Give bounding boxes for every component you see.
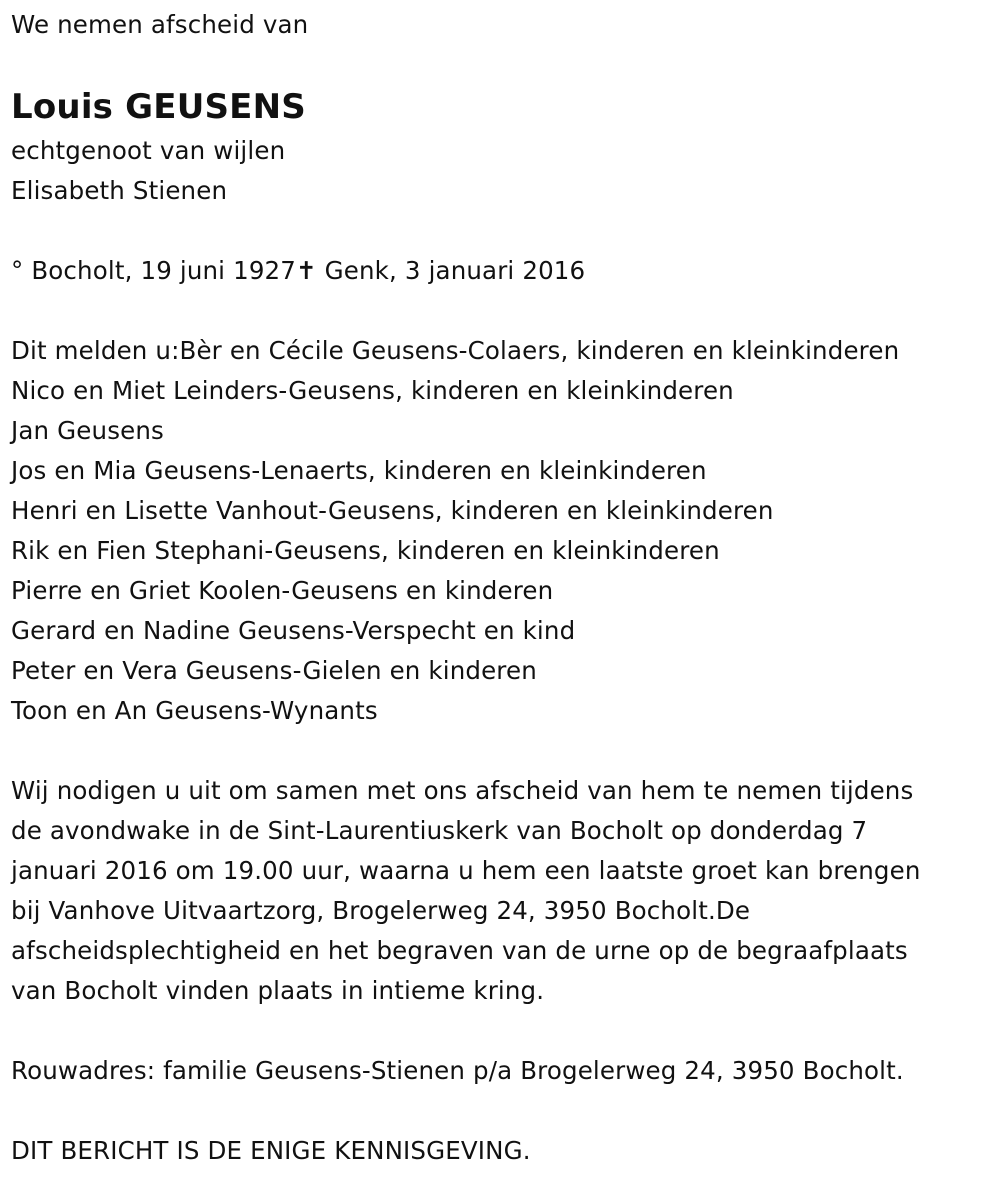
- announcer-line: Nico en Miet Leinders-Geusens, kinderen en kleinkinderen: [11, 376, 734, 405]
- announcer-line: Toon en An Geusens-Wynants: [11, 696, 378, 725]
- spacer: [11, 1011, 991, 1051]
- intro-text: We nemen afscheid van: [11, 10, 309, 39]
- spacer: [11, 211, 991, 251]
- announcer-line: Jos en Mia Geusens-Lenaerts, kinderen en kleinkinderen: [11, 456, 707, 485]
- relation-line-1: echtgenoot van wijlen: [11, 136, 286, 165]
- deceased-name: Louis GEUSENS: [11, 87, 306, 127]
- invitation-line: de avondwake in de Sint-Laurentiuskerk van Bocholt op donderdag 7: [11, 816, 868, 845]
- invitation-paragraph: [11, 771, 991, 1011]
- mourning-address: Rouwadres: familie Geusens-Stienen p/a Brogelerweg 24, 3950 Bocholt.: [11, 1056, 904, 1085]
- announcer-line: Henri en Lisette Vanhout-Geusens, kinderen en kleinkinderen: [11, 496, 774, 525]
- obituary-notice: [11, 5, 991, 1171]
- birth-death-dates: ° Bocholt, 19 juni 1927✝ Genk, 3 januari 2016: [11, 256, 586, 285]
- spacer: [11, 731, 991, 771]
- announcer-line: Gerard en Nadine Geusens-Verspecht en kind: [11, 616, 576, 645]
- invitation-line: Wij nodigen u uit om samen met ons afscheid van hem te nemen tijdens: [11, 776, 914, 805]
- invitation-line: bij Vanhove Uitvaartzorg, Brogelerweg 24, 3950 Bocholt.De: [11, 896, 751, 925]
- relation-line-2: Elisabeth Stienen: [11, 176, 228, 205]
- spacer: [11, 45, 991, 81]
- announcer-list: [11, 331, 991, 731]
- spacer: [11, 291, 991, 331]
- announcer-line: Rik en Fien Stephani-Geusens, kinderen en kleinkinderen: [11, 536, 720, 565]
- notice-statement: DIT BERICHT IS DE ENIGE KENNISGEVING.: [11, 1136, 531, 1165]
- announcer-line: Peter en Vera Geusens-Gielen en kinderen: [11, 656, 537, 685]
- announcer-line: Pierre en Griet Koolen-Geusens en kinderen: [11, 576, 554, 605]
- invitation-line: van Bocholt vinden plaats in intieme kring.: [11, 976, 545, 1005]
- spacer: [11, 1091, 991, 1131]
- invitation-line: afscheidsplechtigheid en het begraven van de urne op de begraafplaats: [11, 936, 908, 965]
- invitation-line: januari 2016 om 19.00 uur, waarna u hem een laatste groet kan brengen: [11, 856, 921, 885]
- announcer-line: Dit melden u:Bèr en Cécile Geusens-Colaers, kinderen en kleinkinderen: [11, 336, 900, 365]
- announcer-line: Jan Geusens: [11, 416, 164, 445]
